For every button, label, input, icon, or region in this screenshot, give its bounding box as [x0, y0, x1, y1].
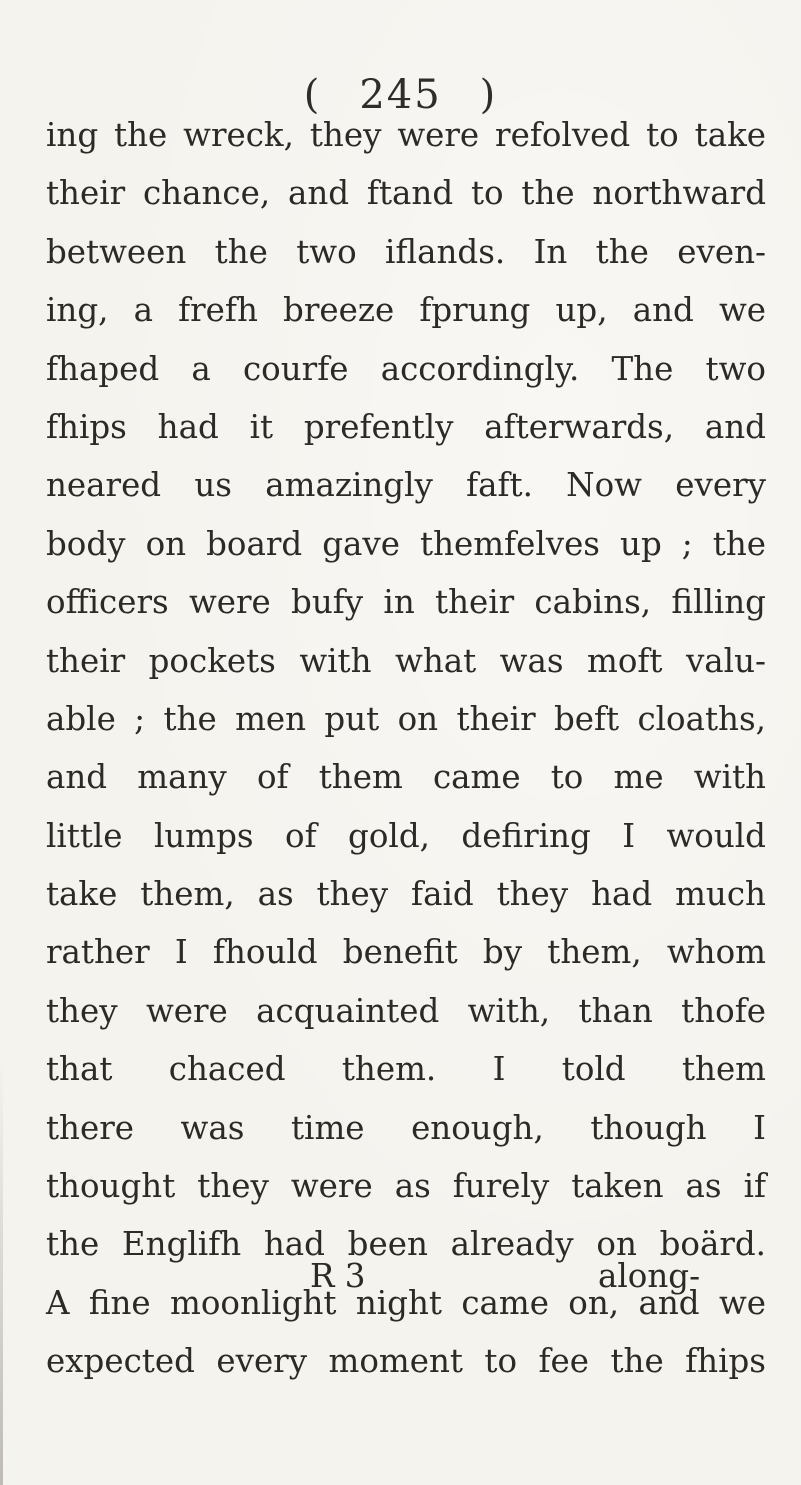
text-line: officers were bufy in their cabins, filling	[46, 583, 766, 622]
text-line: and many of them came to me with	[46, 758, 766, 797]
text-line: their chance, and ftand to the northward	[46, 174, 766, 213]
text-line: rather I fhould benefit by them, whom	[46, 933, 766, 972]
text-line: ing the wreck, they were refolved to take	[46, 116, 766, 154]
signature-mark: R 3	[310, 1257, 366, 1295]
text-line: the Englifh had been already on boärd.	[46, 1225, 766, 1264]
catchword: along-	[598, 1257, 701, 1295]
text-line: they were acquainted with, than thofe	[46, 991, 766, 1030]
text-line: able ; the men put on their beft cloaths,	[46, 699, 766, 738]
text-line: neared us amazingly faft. Now every	[46, 466, 766, 505]
text-line: take them, as they faid they had much	[46, 875, 766, 914]
text-line: that chaced them. I told them	[46, 1050, 766, 1089]
text-line: ing, a frefh breeze fprung up, and we	[46, 291, 766, 330]
text-line: between the two iflands. In the even-	[46, 232, 766, 271]
text-line: fhips had it prefently afterwards, and	[46, 407, 766, 446]
body-text	[46, 106, 766, 1391]
page-number: 245	[359, 72, 442, 118]
open-parenthesis: (	[303, 72, 322, 118]
close-parenthesis: )	[479, 72, 498, 118]
text-line: fhaped a courfe accordingly. The two	[46, 349, 766, 388]
text-line: their pockets with what was moft valu-	[46, 641, 766, 680]
page-footer	[0, 1246, 801, 1306]
text-line: expected every moment to fee the fhips	[46, 1342, 766, 1381]
text-line: A fine moonlight night came on, and we	[46, 1283, 766, 1322]
text-line: body on board gave themfelves up ; the	[46, 524, 766, 563]
text-line: thought they were as furely taken as if	[46, 1167, 766, 1206]
gutter-shadow	[0, 1060, 3, 1485]
text-line: there was time enough, though I	[46, 1108, 766, 1147]
text-line: little lumps of gold, defiring I would	[46, 816, 766, 855]
